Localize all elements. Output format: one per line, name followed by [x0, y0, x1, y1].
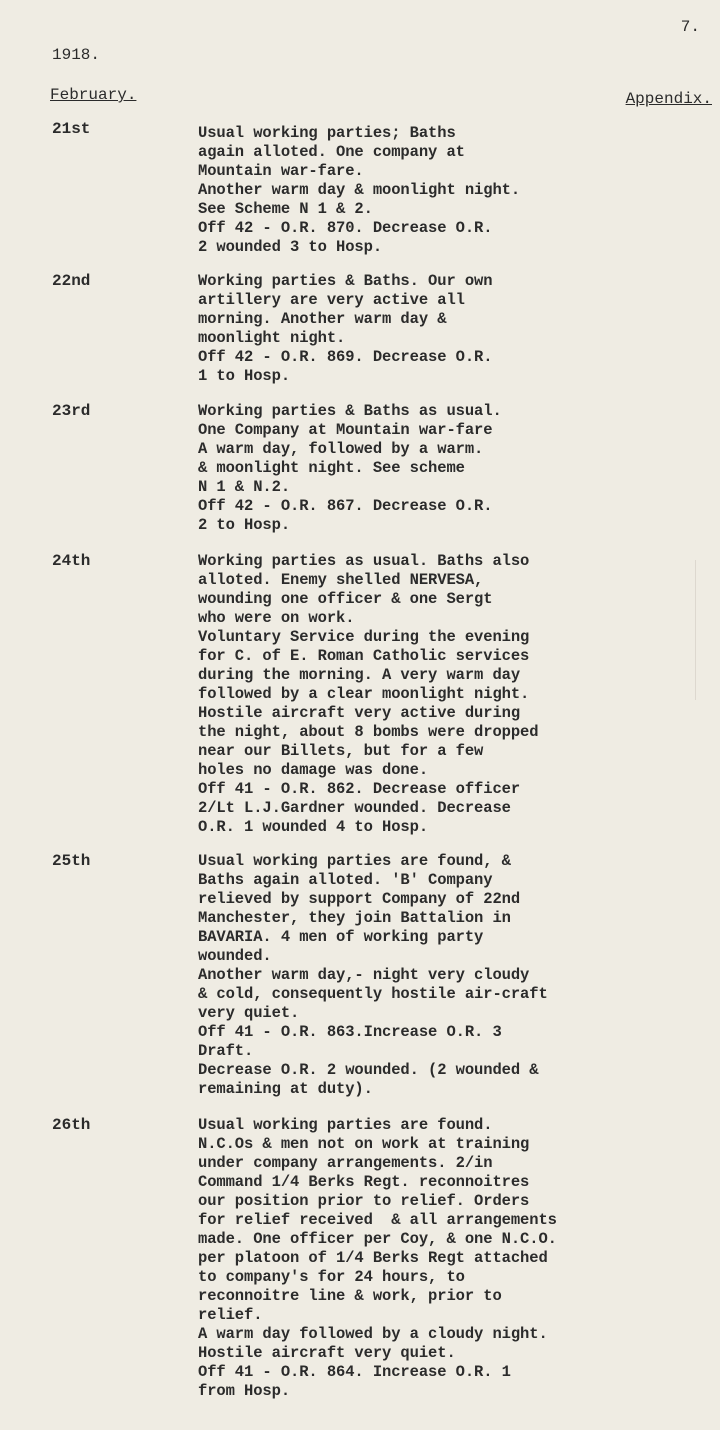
entry-text: Working parties & Baths. Our own artillery are very active all morning. Another warm day & moonlight night. Off 42 - O.R. 869. Decrease O.R. 1 to Hosp.	[198, 272, 493, 385]
entry-text: Usual working parties are found. N.C.Os & men not on work at training under company arrangements. 2/in Command 1/4 Berks Regt. reconnoitres our position prior to relief. Orders for relief received & all arrangements made. One officer per Coy, & one N.C.O. per platoon of 1/4 Berks Regt attached to company's for 24 hours, to reconnoitre line & work, prior to relief. A warm day followed by a cloudy night. Hostile aircraft very quiet. Off 41 - O.R. 864. Increase O.R. 1 from Hosp.	[198, 1116, 557, 1400]
entry-date: 21st	[52, 120, 91, 138]
entry-date: 24th	[52, 552, 91, 570]
entry-date: 25th	[52, 852, 91, 870]
paper-fold-mark	[695, 560, 720, 700]
year-heading: 1918.	[52, 46, 101, 64]
appendix-heading: Appendix.	[625, 90, 712, 108]
page-number: 7.	[680, 18, 700, 36]
entry-text: Usual working parties; Baths again alloted. One company at Mountain war-fare. Another warm day & moonlight night. See Scheme N 1 & 2. Off 42 - O.R. 870. Decrease O.R. 2 wounded 3 to Hosp.	[198, 124, 521, 256]
entry-date: 26th	[52, 1116, 91, 1134]
entry-date: 22nd	[52, 272, 91, 290]
entry-text: Working parties & Baths as usual. One Company at Mountain war-fare A warm day, followed by a warm. & moonlight night. See scheme N 1 & N.2. Off 42 - O.R. 867. Decrease O.R. 2 to Hosp.	[198, 402, 502, 534]
entry-text: Usual working parties are found, & Baths again alloted. 'B' Company relieved by support Company of 22nd Manchester, they join Battalion in BAVARIA. 4 men of working party wounded. Another warm day,- night very cloudy & cold, consequently hostile air-craft very quiet. Off 41 - O.R. 863.Increase O.R. 3 Draft. Decrease O.R. 2 wounded. (2 wounded & remaining at duty).	[198, 852, 548, 1098]
entry-date: 23rd	[52, 402, 91, 420]
month-heading: February.	[50, 86, 137, 104]
entry-text: Working parties as usual. Baths also alloted. Enemy shelled NERVESA, wounding one officer & one Sergt who were on work. Voluntary Service during the evening for C. of E. Roman Catholic services during the morning. A very warm day followed by a clear moonlight night. Hostile aircraft very active during the night, about 8 bombs were dropped near our Billets, but for a few holes no damage was done. Off 41 - O.R. 862. Decrease officer 2/Lt L.J.Gardner wounded. Decrease O.R. 1 wounded 4 to Hosp.	[198, 552, 539, 836]
